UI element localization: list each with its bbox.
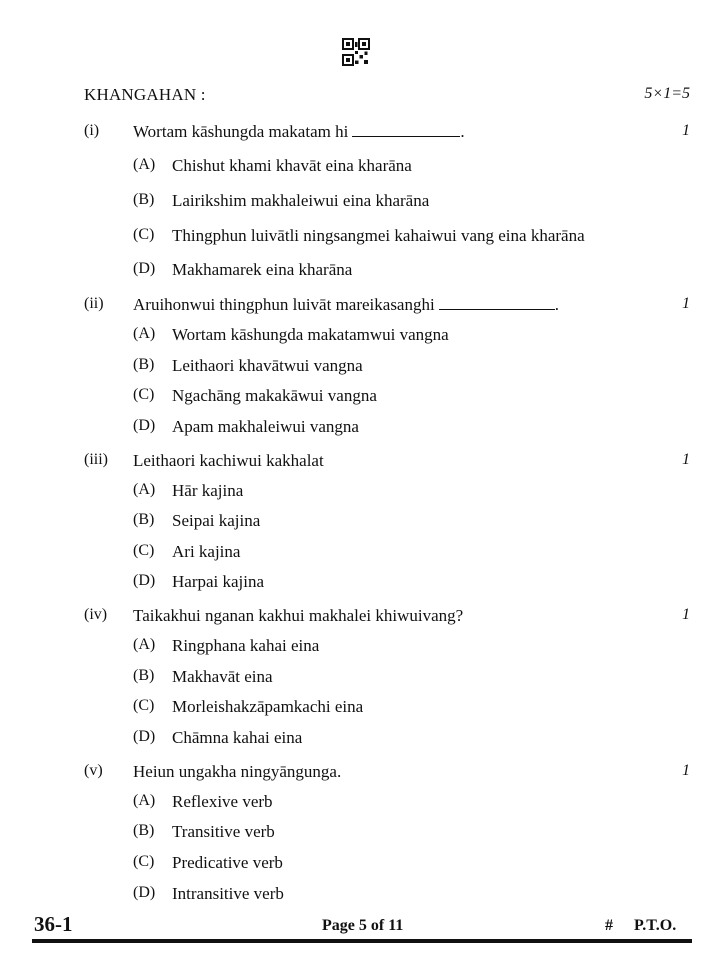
question-number: (v)	[84, 762, 103, 779]
option-label: (A)	[133, 325, 156, 342]
question-number: (iii)	[84, 451, 108, 468]
option-iv-a	[0, 636, 727, 660]
option-iv-d	[0, 728, 727, 752]
option-label: (C)	[133, 697, 155, 714]
option-ii-c	[0, 386, 727, 410]
option-text: Transitive verb	[172, 822, 275, 841]
question-number: (ii)	[84, 295, 104, 312]
option-v-d	[0, 884, 727, 908]
option-iii-b	[0, 511, 727, 535]
question-stem: Taikakhui nganan kakhui makhalei khiwuivang?	[133, 606, 464, 625]
option-text: Leithaori khavātwui vangna	[172, 356, 363, 375]
hash-mark: #	[605, 917, 613, 934]
question-ii	[0, 295, 727, 319]
option-text: Seipai kajina	[172, 511, 261, 530]
option-v-b	[0, 822, 727, 846]
option-i-d	[0, 260, 727, 284]
question-stem: Heiun ungakha ningyāngunga.	[133, 762, 342, 781]
question-stem: Wortam kāshungda makatam hi .	[133, 122, 465, 141]
option-text: Makhavāt eina	[172, 667, 273, 686]
option-ii-a	[0, 325, 727, 349]
pto-label: P.T.O.	[634, 917, 677, 934]
question-iv	[0, 606, 727, 630]
option-label: (C)	[133, 853, 155, 870]
option-label: (D)	[133, 572, 156, 589]
option-label: (B)	[133, 822, 155, 839]
option-text: Ringphana kahai eina	[172, 636, 320, 655]
question-marks: 1	[682, 295, 690, 312]
option-label: (B)	[133, 511, 155, 528]
section-title: KHANGAHAN :	[84, 85, 206, 104]
option-text: Harpai kajina	[172, 572, 265, 591]
option-label: (C)	[133, 226, 155, 243]
question-marks: 1	[682, 762, 690, 779]
option-v-a	[0, 792, 727, 816]
footer-rule	[32, 939, 692, 943]
question-marks: 1	[682, 451, 690, 468]
option-label: (C)	[133, 386, 155, 403]
question-number: (i)	[84, 122, 100, 139]
option-text: Wortam kāshungda makatamwui vangna	[172, 325, 449, 344]
option-iii-c	[0, 542, 727, 566]
option-label: (D)	[133, 884, 156, 901]
question-v	[0, 762, 727, 786]
option-iv-c	[0, 697, 727, 721]
answer-blank	[439, 295, 555, 310]
option-iv-b	[0, 667, 727, 691]
option-text: Intransitive verb	[172, 884, 284, 903]
option-text: Chāmna kahai eina	[172, 728, 303, 747]
qr-code-icon	[342, 38, 370, 66]
option-label: (A)	[133, 156, 156, 173]
question-marks: 1	[682, 122, 690, 139]
option-ii-b	[0, 356, 727, 380]
option-i-c	[0, 226, 727, 250]
option-text: Morleishakzāpamkachi eina	[172, 697, 364, 716]
option-label: (C)	[133, 542, 155, 559]
option-label: (B)	[133, 356, 155, 373]
question-stem: Leithaori kachiwui kakhalat	[133, 451, 324, 470]
option-i-a	[0, 156, 727, 180]
option-text: Lairikshim makhaleiwui eina kharāna	[172, 191, 430, 210]
option-label: (D)	[133, 417, 156, 434]
option-v-c	[0, 853, 727, 877]
page-number: Page 5 of 11	[322, 917, 404, 934]
option-label: (B)	[133, 191, 155, 208]
option-text: Predicative verb	[172, 853, 283, 872]
question-stem: Aruihonwui thingphun luivāt mareikasanghi .	[133, 295, 559, 314]
option-text: Hār kajina	[172, 481, 244, 500]
option-label: (D)	[133, 728, 156, 745]
option-label: (B)	[133, 667, 155, 684]
option-text: Ari kajina	[172, 542, 241, 561]
option-text: Reflexive verb	[172, 792, 273, 811]
option-text: Thingphun luivātli ningsangmei kahaiwui vang eina kharāna	[172, 226, 585, 245]
question-marks: 1	[682, 606, 690, 623]
answer-blank	[352, 122, 460, 137]
option-i-b	[0, 191, 727, 215]
question-number: (iv)	[84, 606, 108, 623]
option-label: (D)	[133, 260, 156, 277]
question-i	[0, 122, 727, 146]
question-iii	[0, 451, 727, 475]
option-label: (A)	[133, 636, 156, 653]
option-text: Ngachāng makakāwui vangna	[172, 386, 377, 405]
paper-code: 36-1	[34, 912, 73, 936]
option-text: Makhamarek eina kharāna	[172, 260, 353, 279]
option-label: (A)	[133, 792, 156, 809]
option-iii-a	[0, 481, 727, 505]
option-ii-d	[0, 417, 727, 441]
marks-total: 5×1=5	[644, 85, 690, 102]
option-text: Chishut khami khavāt eina kharāna	[172, 156, 412, 175]
option-iii-d	[0, 572, 727, 596]
option-text: Apam makhaleiwui vangna	[172, 417, 359, 436]
option-label: (A)	[133, 481, 156, 498]
